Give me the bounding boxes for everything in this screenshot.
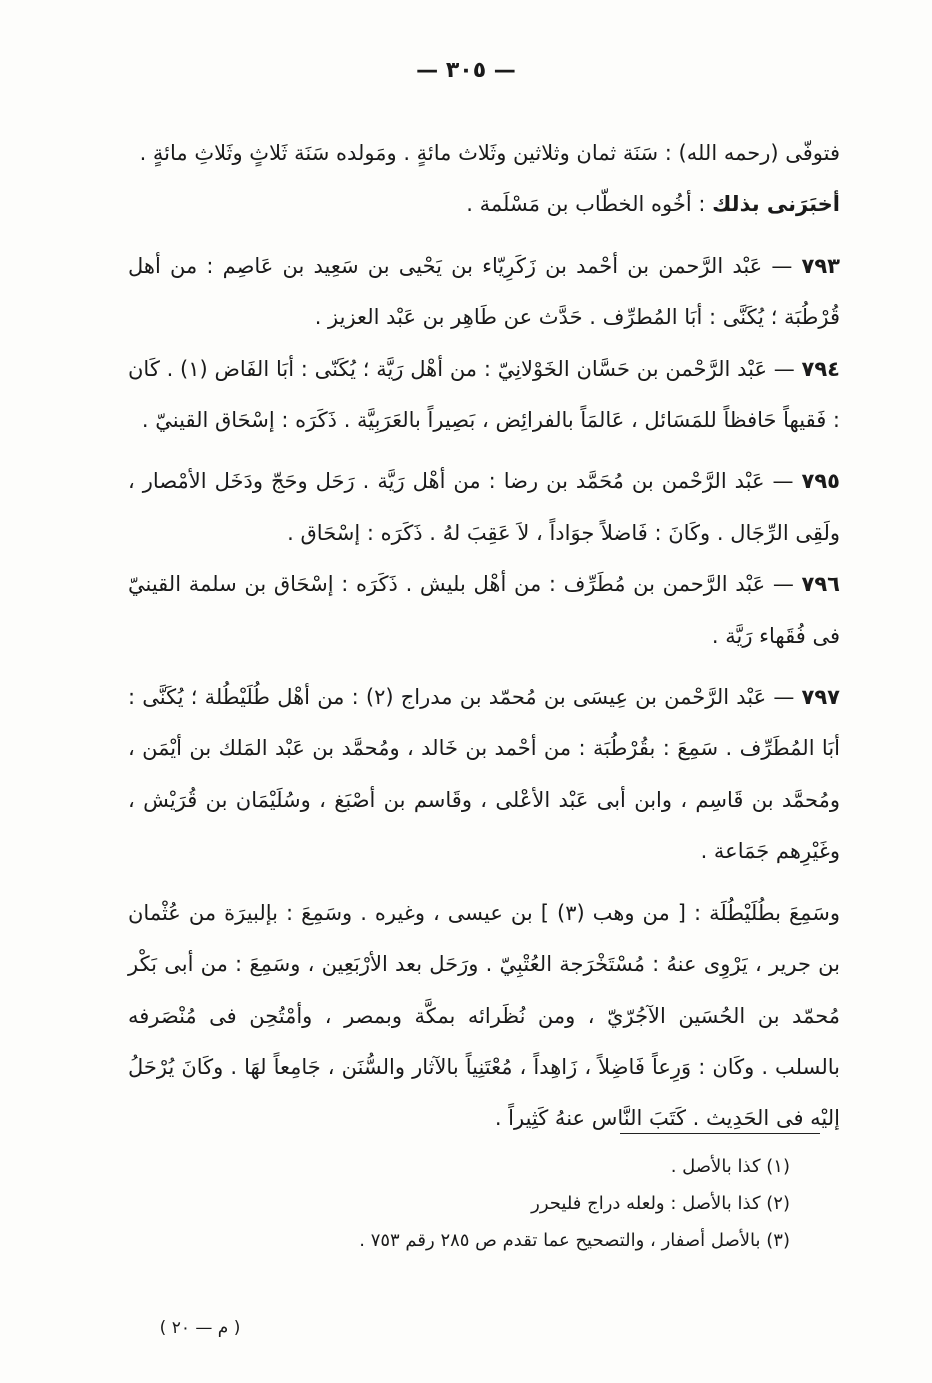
paragraph-death-birth: فتوفّى (رحمه الله) : سَنَة ثمان وثلاثين وثَلاث مائةٍ . ومَولده سَنَة ثَلاثٍ وثَلاثِ مائةٍ . [139, 141, 840, 165]
paragraph-source [128, 179, 840, 230]
entry-796 [128, 559, 840, 662]
entry-number: ٧٩٣ [801, 253, 840, 278]
footnote-1: (١) كذا بالأصل . [670, 1156, 790, 1177]
footnote-divider [620, 1133, 820, 1134]
footnote-2: (٢) كذا بالأصل : ولعله دراج فليحرر [531, 1193, 790, 1214]
entry-number: ٧٩٤ [801, 356, 840, 381]
entry-number: ٧٩٥ [801, 469, 840, 494]
entry-text: — عَبْد الرَّحْمن بن حَسَّان الخَوْلانِيّ : من أهْل رَيَّة ؛ يُكَنّى : أبَا الفَاض (١) . كَان : فَقيهاً حَافظاً للمَسَائل ، عَالمَاً بالفرائِض ، بَصِيراً بالعَرَبِيَّة . ذَكَرَه : إسْحَاق القينيّ . [128, 356, 840, 433]
entry-793 [128, 241, 840, 344]
main-text [128, 128, 840, 1145]
page-number: — ٣٠٥ — [416, 58, 516, 83]
entry-text: — عَبْد الرَّحْمن بن عِيسَى بن مُحمّد بن مدراج (٢) : من أهْل طُلَيْطُلة ؛ يُكَنَّى : أبَا المُطَرِّف . سَمِعَ : بقُرْطُبَة : من أحْمد بن خَالد ، ومُحمَّد بن عَبْد المَلك بن أيْمَن ، ومُحمَّد بن قَاسِم ، وابن أبى عَبْد الأعْلى ، وقَاسم بن أصْبَغ ، وسُلَيْمَان بن قُرَيْش ، وغَيْرِهم جَمَاعة . [128, 685, 840, 864]
entry-text: — عَبْد الرَّحمن بن أحْمد بن زَكَرِيّاء بن يَحْيى بن سَعِيد بن عَاصِم : من أهل قُرْطُبَة ؛ يُكَنَّى : أبَا المُطرِّف . حَدَّث عن طَاهِر بن عَبْد العزيز . [128, 253, 840, 330]
source-lead: أخبَرَنى بذلك [712, 192, 840, 217]
footnote-3: (٣) بالأصل أصفار ، والتصحيح عما تقدم ص ٢٨٥ رقم ٧٥٣ . [359, 1230, 790, 1251]
entry-795 [128, 456, 840, 559]
source-rest: : أخُوه الخطّاب بن مَسْلَمة . [466, 192, 713, 217]
entry-number: ٧٩٦ [801, 572, 840, 597]
entry-797 [128, 672, 840, 878]
footnotes [250, 1148, 790, 1259]
paragraph-travels: وسَمِعَ بطُلَيْطُلَة : [ من وهب (٣) ] بن عيسى ، وغيره . وسَمِعَ : بإلبيرَة من عُثْمان بن جرير ، يَرْوِى عنهُ : مُسْتَخْرَجة العُتْبِيّ . ورَحَل بعد الأرْبَعِين ، وسَمِعَ : من أبى بَكْر مُحمّد بن الحُسَين الآجُرّيّ ، ومن نُظَرائه بمكَّة وبمصر ، وأمْتُحِن فى مُنْصَرفه بالسلب . وكَان : وَرِعاً فَاضِلاً ، زَاهِداً ، مُعْتَنِياً بالآثار والسُّنَن ، جَامِعاً لهَا . وكَانَ يُرْحَلُ إليْه فى الحَدِيث . كَتَبَ النَّاس عنهُ كَثِيراً . [128, 900, 840, 1131]
printer-signature: ( م — ٢٠ ) [159, 1318, 241, 1338]
entry-text: — عَبْد الرَّحمن بن مُطَرِّف : من أهْل بليش . ذَكَرَه : إسْحَاق بن سلمة القينيّ فى فُقَهاء رَيَّة . [128, 572, 840, 648]
entry-text: — عَبْد الرَّحْمن بن مُحَمَّد بن رضا : من أهْل رَيَّة . رَحَل وحَجّ ودَخَل الأمْصار ، ولَقِى الرِّجَال . وكَانَ : فَاضلاً جوَاداً ، لاَ عَقِبَ لهُ . ذَكَرَه : إسْحَاق . [128, 469, 840, 545]
entry-number: ٧٩٧ [801, 685, 840, 710]
entry-794 [128, 344, 840, 447]
